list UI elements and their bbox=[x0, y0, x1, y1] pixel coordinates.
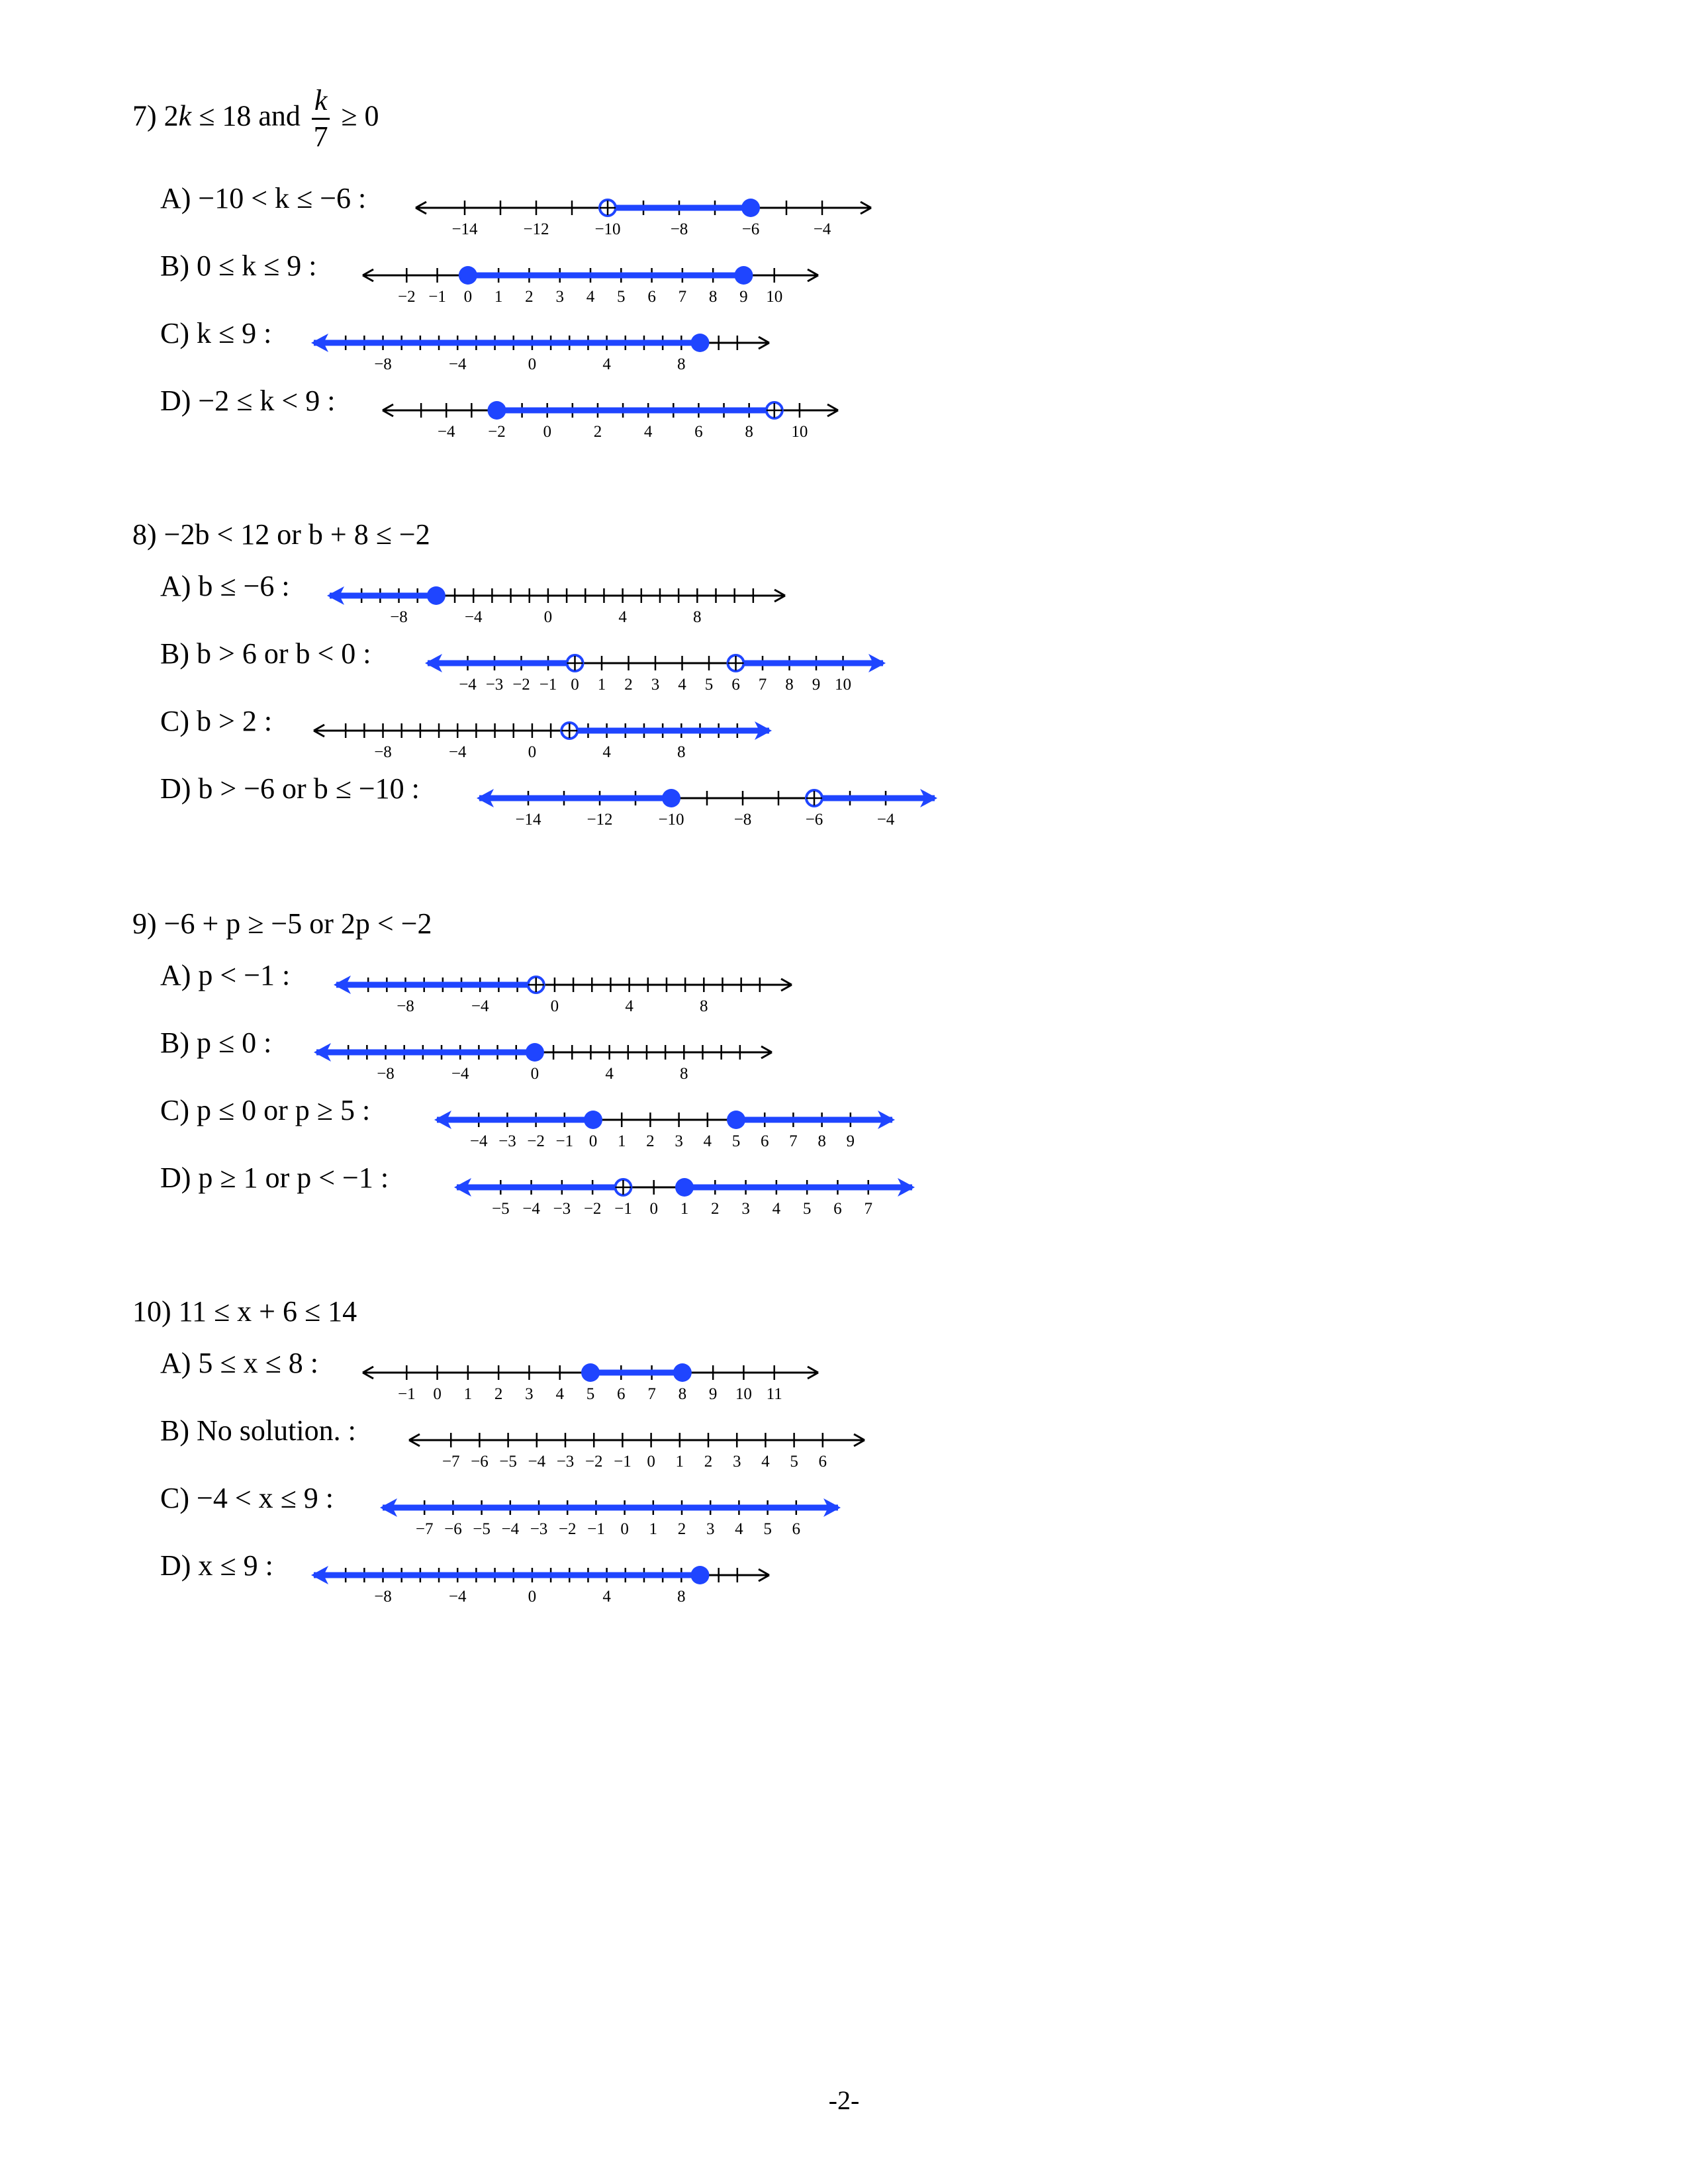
number-line bbox=[424, 639, 887, 694]
tick-label: 11 bbox=[766, 1385, 782, 1403]
tick-label: 3 bbox=[706, 1520, 715, 1538]
tick-label: −1 bbox=[614, 1453, 632, 1471]
tick-label: −4 bbox=[448, 743, 467, 761]
choice-label: C) −4 < x ≤ 9 : bbox=[160, 1482, 334, 1514]
tick-label: −2 bbox=[488, 423, 506, 441]
number-line bbox=[359, 251, 822, 306]
tick-label: −2 bbox=[512, 676, 530, 694]
question-8-title: 8) −2b < 12 or b + 8 ≤ −2 bbox=[132, 518, 430, 551]
tick-label: 3 bbox=[741, 1200, 750, 1218]
choice-label: C) b > 2 : bbox=[160, 705, 273, 737]
tick-label: −6 bbox=[805, 811, 823, 829]
tick-label: 8 bbox=[785, 676, 794, 694]
tick-label: 1 bbox=[597, 676, 606, 694]
tick-label: 0 bbox=[588, 1132, 598, 1150]
tick-label: −1 bbox=[587, 1520, 605, 1538]
tick-label: −4 bbox=[459, 676, 477, 694]
fraction-denominator: 7 bbox=[313, 120, 328, 153]
closed-endpoint bbox=[584, 1111, 602, 1129]
number-line bbox=[310, 707, 773, 761]
choice-label: D) −2 ≤ k < 9 : bbox=[160, 385, 336, 417]
tick-label: 8 bbox=[677, 1588, 686, 1606]
tick-label: −4 bbox=[469, 1132, 488, 1150]
tick-label: 4 bbox=[586, 288, 595, 306]
tick-label: −4 bbox=[448, 1588, 467, 1606]
tick-label: 0 bbox=[433, 1385, 442, 1403]
number-line bbox=[405, 1416, 868, 1471]
tick-label: −4 bbox=[448, 355, 467, 373]
tick-label: 10 bbox=[766, 288, 783, 306]
tick-label: 0 bbox=[543, 423, 551, 441]
tick-label: −5 bbox=[473, 1520, 491, 1538]
closed-endpoint bbox=[690, 1566, 709, 1584]
tick-label: −8 bbox=[390, 608, 408, 626]
tick-label: −8 bbox=[397, 997, 414, 1015]
tick-label: −1 bbox=[397, 1385, 416, 1403]
tick-label: 4 bbox=[602, 355, 611, 373]
tick-label: 4 bbox=[618, 608, 627, 626]
tick-label: 8 bbox=[700, 997, 708, 1015]
tick-label: 8 bbox=[708, 288, 718, 306]
closed-endpoint bbox=[526, 1043, 544, 1062]
number-line bbox=[310, 1551, 773, 1606]
tick-label: 4 bbox=[643, 423, 653, 441]
tick-label: 0 bbox=[543, 608, 553, 626]
tick-label: 8 bbox=[818, 1132, 826, 1150]
tick-label: −12 bbox=[523, 220, 549, 238]
tick-label: 0 bbox=[463, 288, 473, 306]
choice-label: B) 0 ≤ k ≤ 9 : bbox=[160, 250, 317, 282]
closed-endpoint bbox=[427, 586, 445, 605]
tick-label: −1 bbox=[614, 1200, 632, 1218]
choice-label: A) b ≤ −6 : bbox=[160, 570, 290, 602]
choice-label: A) −10 < k ≤ −6 : bbox=[160, 182, 367, 214]
tick-label: 1 bbox=[463, 1385, 473, 1403]
tick-label: 2 bbox=[624, 676, 633, 694]
tick-label: 0 bbox=[530, 1065, 539, 1083]
tick-label: 8 bbox=[677, 355, 686, 373]
choice-label: B) No solution. : bbox=[160, 1414, 356, 1447]
tick-label: 7 bbox=[647, 1385, 656, 1403]
tick-label: 5 bbox=[586, 1385, 595, 1403]
tick-label: −4 bbox=[451, 1065, 469, 1083]
question-7-suffix: ≥ 0 bbox=[341, 99, 379, 132]
tick-label: −3 bbox=[485, 676, 504, 694]
tick-label: 6 bbox=[760, 1132, 769, 1150]
tick-label: −2 bbox=[397, 288, 416, 306]
tick-label: 4 bbox=[678, 676, 686, 694]
tick-label: 1 bbox=[680, 1200, 689, 1218]
tick-label: −5 bbox=[499, 1453, 517, 1471]
choice-label: A) p < −1 : bbox=[160, 959, 291, 991]
tick-label: 4 bbox=[772, 1200, 781, 1218]
tick-label: −8 bbox=[374, 355, 392, 373]
number-line bbox=[379, 1484, 842, 1538]
choice-label: B) b > 6 or b < 0 : bbox=[160, 637, 371, 670]
tick-label: −6 bbox=[444, 1520, 462, 1538]
tick-label: 9 bbox=[708, 1385, 718, 1403]
tick-label: 7 bbox=[789, 1132, 798, 1150]
tick-label: −1 bbox=[428, 288, 446, 306]
tick-label: −10 bbox=[658, 811, 684, 829]
tick-label: −4 bbox=[522, 1200, 540, 1218]
tick-label: 5 bbox=[763, 1520, 772, 1538]
tick-label: 3 bbox=[651, 676, 660, 694]
tick-label: 5 bbox=[731, 1132, 741, 1150]
question-10-title: 10) 11 ≤ x + 6 ≤ 14 bbox=[132, 1295, 357, 1328]
tick-label: −14 bbox=[451, 220, 478, 238]
tick-label: 1 bbox=[494, 288, 503, 306]
tick-label: −8 bbox=[374, 743, 392, 761]
tick-label: 6 bbox=[694, 423, 703, 441]
tick-label: 2 bbox=[677, 1520, 686, 1538]
tick-label: 4 bbox=[625, 997, 633, 1015]
tick-label: −7 bbox=[442, 1453, 460, 1471]
tick-label: 0 bbox=[571, 676, 579, 694]
tick-label: −4 bbox=[464, 608, 483, 626]
tick-label: 8 bbox=[680, 1065, 688, 1083]
tick-label: −8 bbox=[733, 811, 752, 829]
number-line bbox=[379, 387, 842, 441]
tick-label: 0 bbox=[649, 1200, 658, 1218]
tick-label: 0 bbox=[550, 997, 559, 1015]
tick-label: 4 bbox=[602, 743, 611, 761]
tick-label: 5 bbox=[617, 288, 626, 306]
tick-label: 0 bbox=[528, 1588, 537, 1606]
tick-label: 5 bbox=[790, 1453, 798, 1471]
tick-label: 9 bbox=[846, 1132, 855, 1150]
closed-endpoint bbox=[741, 199, 760, 217]
closed-endpoint bbox=[734, 266, 753, 285]
tick-label: 5 bbox=[704, 676, 714, 694]
tick-label: −4 bbox=[471, 997, 489, 1015]
tick-label: 0 bbox=[528, 743, 537, 761]
tick-label: 3 bbox=[555, 288, 564, 306]
number-line bbox=[326, 572, 789, 626]
closed-endpoint bbox=[662, 789, 680, 807]
closed-endpoint bbox=[727, 1111, 745, 1129]
closed-endpoint bbox=[675, 1178, 694, 1197]
choice-label: A) 5 ≤ x ≤ 8 : bbox=[160, 1347, 318, 1379]
closed-endpoint bbox=[673, 1363, 692, 1382]
tick-label: 0 bbox=[620, 1520, 629, 1538]
tick-label: 1 bbox=[617, 1132, 626, 1150]
fraction bbox=[312, 86, 330, 152]
q7-part-b: ≤ 18 and bbox=[191, 99, 301, 132]
tick-label: −6 bbox=[741, 220, 760, 238]
tick-label: 6 bbox=[731, 676, 740, 694]
number-line bbox=[475, 774, 939, 829]
choice-label: D) p ≥ 1 or p < −1 : bbox=[160, 1161, 389, 1194]
q7-part-a: 7) 2 bbox=[132, 99, 179, 132]
tick-label: −3 bbox=[556, 1453, 575, 1471]
tick-label: 4 bbox=[605, 1065, 614, 1083]
tick-label: −8 bbox=[374, 1588, 392, 1606]
number-line bbox=[412, 184, 875, 238]
tick-label: 6 bbox=[647, 288, 656, 306]
tick-label: 2 bbox=[593, 423, 602, 441]
tick-label: 0 bbox=[528, 355, 537, 373]
page-number: -2- bbox=[828, 2085, 860, 2115]
number-line bbox=[312, 1028, 776, 1083]
tick-label: 7 bbox=[864, 1200, 872, 1218]
tick-label: 2 bbox=[525, 288, 534, 306]
tick-label: 8 bbox=[693, 608, 702, 626]
tick-label: 10 bbox=[791, 423, 808, 441]
tick-label: −4 bbox=[813, 220, 831, 238]
number-line bbox=[332, 961, 796, 1015]
choice-label: D) b > −6 or b ≤ −10 : bbox=[160, 772, 420, 805]
tick-label: 6 bbox=[833, 1200, 842, 1218]
choice-label: D) x ≤ 9 : bbox=[160, 1549, 273, 1582]
tick-label: 3 bbox=[525, 1385, 534, 1403]
tick-label: 4 bbox=[602, 1588, 611, 1606]
tick-label: −10 bbox=[594, 220, 621, 238]
tick-label: 4 bbox=[703, 1132, 712, 1150]
tick-label: −2 bbox=[583, 1200, 602, 1218]
tick-label: 3 bbox=[732, 1453, 741, 1471]
fraction-numerator: k bbox=[312, 86, 330, 120]
tick-label: −4 bbox=[876, 811, 895, 829]
tick-label: 2 bbox=[646, 1132, 655, 1150]
tick-label: 4 bbox=[761, 1453, 770, 1471]
tick-label: −1 bbox=[539, 676, 557, 694]
closed-endpoint bbox=[690, 334, 709, 352]
tick-label: −4 bbox=[501, 1520, 520, 1538]
question-9-title: 9) −6 + p ≥ −5 or 2p < −2 bbox=[132, 907, 432, 940]
tick-label: −5 bbox=[491, 1200, 510, 1218]
tick-label: 1 bbox=[649, 1520, 658, 1538]
tick-label: −8 bbox=[377, 1065, 395, 1083]
number-line bbox=[310, 319, 773, 373]
choice-label: C) p ≤ 0 or p ≥ 5 : bbox=[160, 1094, 371, 1126]
tick-label: 6 bbox=[792, 1520, 801, 1538]
tick-label: 5 bbox=[802, 1200, 812, 1218]
closed-endpoint bbox=[487, 401, 506, 420]
tick-label: −3 bbox=[530, 1520, 548, 1538]
tick-label: 10 bbox=[735, 1385, 752, 1403]
tick-label: 2 bbox=[494, 1385, 503, 1403]
tick-label: −7 bbox=[415, 1520, 434, 1538]
tick-label: 3 bbox=[675, 1132, 683, 1150]
tick-label: 7 bbox=[758, 676, 767, 694]
tick-label: −4 bbox=[528, 1453, 546, 1471]
closed-endpoint bbox=[581, 1363, 600, 1382]
number-line bbox=[359, 1349, 822, 1403]
tick-label: −14 bbox=[515, 811, 541, 829]
tick-label: −1 bbox=[555, 1132, 574, 1150]
question-7-text bbox=[132, 100, 308, 132]
tick-label: −6 bbox=[471, 1453, 489, 1471]
tick-label: 2 bbox=[711, 1200, 720, 1218]
tick-label: 4 bbox=[735, 1520, 743, 1538]
tick-label: 6 bbox=[617, 1385, 626, 1403]
tick-label: −3 bbox=[553, 1200, 571, 1218]
tick-label: −2 bbox=[585, 1453, 603, 1471]
tick-label: −8 bbox=[670, 220, 688, 238]
tick-label: 6 bbox=[818, 1453, 827, 1471]
closed-endpoint bbox=[459, 266, 477, 285]
choice-label: C) k ≤ 9 : bbox=[160, 317, 272, 349]
tick-label: 9 bbox=[812, 676, 821, 694]
tick-label: 8 bbox=[677, 743, 686, 761]
tick-label: 7 bbox=[678, 288, 687, 306]
tick-label: 2 bbox=[704, 1453, 713, 1471]
tick-label: −12 bbox=[586, 811, 613, 829]
tick-label: 4 bbox=[555, 1385, 564, 1403]
q7-var-k: k bbox=[178, 99, 192, 132]
tick-label: 9 bbox=[739, 288, 748, 306]
tick-label: −2 bbox=[558, 1520, 577, 1538]
tick-label: 8 bbox=[745, 423, 753, 441]
tick-label: 8 bbox=[678, 1385, 687, 1403]
tick-label: −2 bbox=[527, 1132, 545, 1150]
number-line bbox=[433, 1096, 896, 1150]
number-line bbox=[453, 1163, 916, 1218]
tick-label: −4 bbox=[437, 423, 455, 441]
tick-label: 1 bbox=[675, 1453, 684, 1471]
tick-label: 10 bbox=[835, 676, 851, 694]
tick-label: −3 bbox=[498, 1132, 516, 1150]
choice-label: B) p ≤ 0 : bbox=[160, 1026, 272, 1059]
tick-label: 0 bbox=[647, 1453, 655, 1471]
question-7-title bbox=[132, 86, 379, 152]
